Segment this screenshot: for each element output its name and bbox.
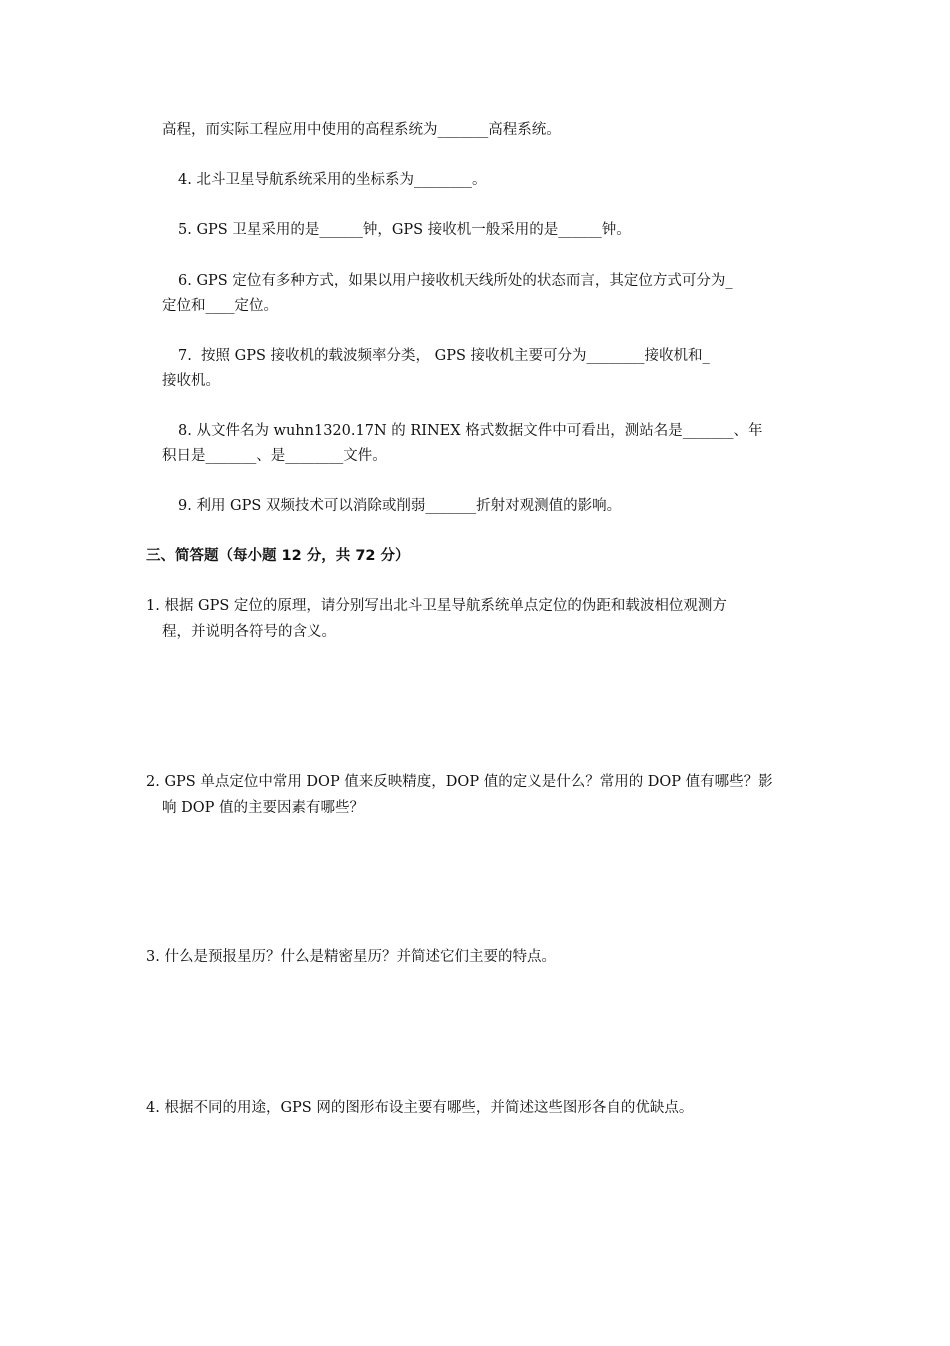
fill-q6-line1: 6. GPS 定位有多种方式，如果以用户接收机天线所处的状态而言，其定位方式可分为_ (178, 273, 733, 289)
fill-q3-continuation: 高程，而实际工程应用中使用的高程系统为_______高程系统。 (162, 122, 561, 138)
short-q2-line1: 2. GPS 单点定位中常用 DOP 值来反映精度，DOP 值的定义是什么？常用的 DOP 值有哪些？影 (146, 774, 773, 790)
fill-q7-line2: 接收机。 (162, 373, 220, 389)
section-title: 三、简答题（每小题 12 分，共 72 分） (146, 548, 410, 564)
fill-q8-line2: 积日是_______、是________文件。 (162, 448, 387, 464)
fill-q4: 4. 北斗卫星导航系统采用的坐标系为________。 (178, 172, 487, 188)
fill-q5: 5. GPS 卫星采用的是______钟，GPS 接收机一般采用的是______钟。 (178, 222, 631, 238)
fill-q6-line2: 定位和____定位。 (162, 298, 278, 314)
short-q2-line2: 响 DOP 值的主要因素有哪些？ (162, 800, 364, 816)
short-q4: 4. 根据不同的用途，GPS 网的图形布设主要有哪些，并简述这些图形各自的优缺点。 (146, 1100, 694, 1116)
fill-q9: 9. 利用 GPS 双频技术可以消除或削弱_______折射对观测值的影响。 (178, 498, 622, 514)
short-q3: 3. 什么是预报星历？什么是精密星历？并简述它们主要的特点。 (146, 949, 556, 965)
short-q1-line1: 1. 根据 GPS 定位的原理，请分别写出北斗卫星导航系统单点定位的伪距和载波相位观测方 (146, 598, 727, 614)
short-q1-line2: 程，并说明各符号的含义。 (162, 624, 336, 640)
fill-q7-line1: 7. 按照 GPS 接收机的载波频率分类， GPS 接收机主要可分为________接收机和_ (178, 348, 710, 364)
fill-q8-line1: 8. 从文件名为 wuhn1320.17N 的 RINEX 格式数据文件中可看出，测站名是_______、年 (178, 423, 763, 439)
